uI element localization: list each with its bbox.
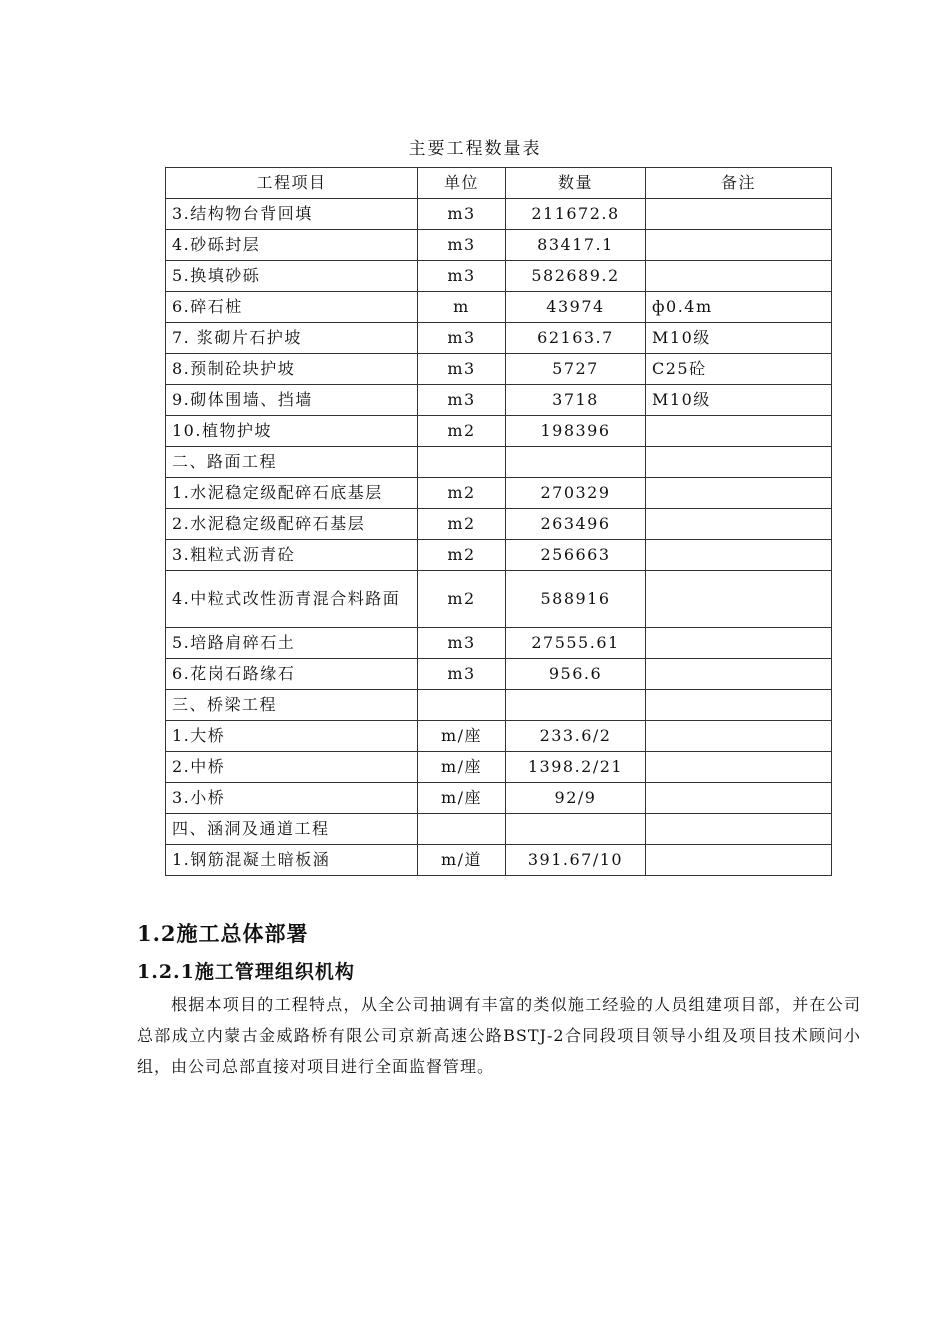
cell-note [646,447,832,478]
cell-note [646,659,832,690]
cell-unit: m/道 [418,845,506,876]
table-row [166,509,832,540]
cell-unit: m3 [418,354,506,385]
cell-qty: 83417.1 [506,230,646,261]
cell-unit: m3 [418,385,506,416]
table-row [166,752,832,783]
cell-qty: 211672.8 [506,199,646,230]
table-row [166,385,832,416]
header-qty: 数量 [506,168,646,199]
table-row [166,659,832,690]
table-row [166,628,832,659]
cell-qty [506,814,646,845]
cell-unit [418,690,506,721]
cell-note [646,783,832,814]
cell-note [646,416,832,447]
cell-unit: m3 [418,628,506,659]
quantity-table [165,167,832,876]
cell-item: 6.碎石桩 [166,292,418,323]
cell-item: 四、涵洞及通道工程 [166,814,418,845]
cell-unit: m2 [418,416,506,447]
cell-unit: m2 [418,540,506,571]
cell-item: 8.预制砼块护坡 [166,354,418,385]
cell-item: 2.水泥稳定级配碎石基层 [166,509,418,540]
cell-note [646,690,832,721]
cell-item: 1.水泥稳定级配碎石底基层 [166,478,418,509]
table-title: 主要工程数量表 [408,139,542,159]
cell-item: 7. 浆砌片石护坡 [166,323,418,354]
cell-item: 4.砂砾封层 [166,230,418,261]
cell-qty: 5727 [506,354,646,385]
cell-qty: 270329 [506,478,646,509]
table-row [166,354,832,385]
cell-unit [418,447,506,478]
cell-item: 1.钢筋混凝土暗板涵 [166,845,418,876]
cell-unit: m3 [418,230,506,261]
cell-note [646,230,832,261]
table-row [166,721,832,752]
table-row [166,447,832,478]
cell-unit: m3 [418,659,506,690]
cell-item: 1.大桥 [166,721,418,752]
header-item: 工程项目 [166,168,418,199]
header-unit: 单位 [418,168,506,199]
cell-item: 10.植物护坡 [166,416,418,447]
cell-qty: 956.6 [506,659,646,690]
cell-note: M10级 [646,385,832,416]
cell-unit: m2 [418,509,506,540]
table-row [166,845,832,876]
table-row [166,416,832,447]
table-header-row [166,168,832,199]
cell-note [646,752,832,783]
table-row [166,478,832,509]
table-row [166,814,832,845]
header-note: 备注 [646,168,832,199]
table-row [166,783,832,814]
cell-note [646,628,832,659]
cell-qty: 256663 [506,540,646,571]
cell-unit: m2 [418,478,506,509]
cell-item: 5.培路肩碎石土 [166,628,418,659]
cell-item: 2.中桥 [166,752,418,783]
cell-note: M10级 [646,323,832,354]
cell-note [646,540,832,571]
table-row [166,261,832,292]
cell-qty: 391.67/10 [506,845,646,876]
table-row [166,540,832,571]
cell-qty [506,447,646,478]
cell-item: 5.换填砂砾 [166,261,418,292]
cell-item: 3.粗粒式沥青砼 [166,540,418,571]
cell-qty: 582689.2 [506,261,646,292]
cell-note [646,721,832,752]
cell-qty: 233.6/2 [506,721,646,752]
table-row [166,690,832,721]
cell-qty: 62163.7 [506,323,646,354]
cell-qty: 43974 [506,292,646,323]
cell-qty: 588916 [506,571,646,628]
table-row [166,323,832,354]
cell-unit: m3 [418,323,506,354]
cell-item: 6.花岗石路缘石 [166,659,418,690]
cell-item: 二、路面工程 [166,447,418,478]
table-row [166,292,832,323]
cell-unit [418,814,506,845]
cell-unit: m3 [418,261,506,292]
section-heading: 1.2施工总体部署 [137,921,309,946]
cell-note [646,478,832,509]
cell-unit: m/座 [418,783,506,814]
cell-note: C25砼 [646,354,832,385]
cell-qty: 263496 [506,509,646,540]
cell-note [646,845,832,876]
cell-item: 3.小桥 [166,783,418,814]
cell-note [646,509,832,540]
cell-unit: m [418,292,506,323]
subsection-heading: 1.2.1施工管理组织机构 [137,961,355,983]
cell-note [646,199,832,230]
table-row [166,230,832,261]
cell-note [646,261,832,292]
cell-unit: m3 [418,199,506,230]
cell-qty [506,690,646,721]
cell-item: 4.中粒式改性沥青混合料路面 [166,571,418,628]
cell-qty: 27555.61 [506,628,646,659]
cell-item: 三、桥梁工程 [166,690,418,721]
table-row [166,571,832,628]
cell-qty: 1398.2/21 [506,752,646,783]
cell-unit: m/座 [418,752,506,783]
cell-item: 3.结构物台背回填 [166,199,418,230]
table-row [166,199,832,230]
cell-note [646,814,832,845]
cell-note: ф0.4m [646,292,832,323]
cell-item: 9.砌体围墙、挡墙 [166,385,418,416]
body-paragraph: 根据本项目的工程特点，从全公司抽调有丰富的类似施工经验的人员组建项目部，并在公司总部成立内蒙古金威路桥有限公司京新高速公路BSTJ-2合同段项目领导小组及项目技术顾问小组，由公司总部直接对项目进行全面监督管理。 [137,995,861,1076]
cell-qty: 3718 [506,385,646,416]
cell-note [646,571,832,628]
cell-unit: m2 [418,571,506,628]
cell-qty: 92/9 [506,783,646,814]
cell-unit: m/座 [418,721,506,752]
cell-qty: 198396 [506,416,646,447]
